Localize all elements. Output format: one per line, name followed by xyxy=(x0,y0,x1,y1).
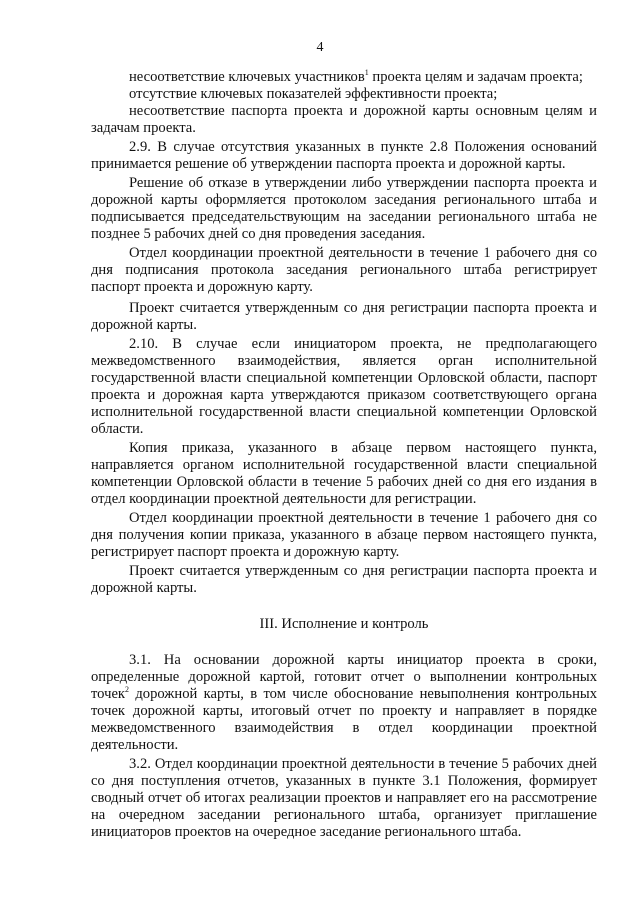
paragraph-registration: Отдел координации проектной деятельности в течение 1 рабочего дня со дня подписания протокола заседания регионального штаба регистрирует паспорт проекта и дорожную карту. xyxy=(91,245,597,295)
page-number: 4 xyxy=(316,40,324,55)
list-item-passport-mismatch: несоответствие паспорта проекта и дорожной карты основным целям и задачам проекта. xyxy=(91,103,597,136)
paragraph-2-10: 2.10. В случае если инициатором проекта, не предполагающего межведомственного взаимодействия, является орган исполнительной государственной власти специальной компетенции Орловской области, паспорт проекта и дорожная карта утверждаются приказом соответствующего органа исполнительной государственной власти специальной компетенции Орловской области. xyxy=(91,336,597,437)
paragraph-order-registration: Отдел координации проектной деятельности в течение 1 рабочего дня со дня получения копии приказа, указанного в абзаце первом настоящего пункта, регистрирует паспорт проекта и дорожную карту. xyxy=(91,510,597,560)
footnote-ref-2: 2 xyxy=(125,685,130,694)
list-item-key-participants: несоответствие ключевых участников$^1$ проекта целям и задачам проекта; xyxy=(129,68,583,85)
paragraph-approved: Проект считается утвержденным со дня регистрации паспорта проекта и дорожной карты. xyxy=(91,300,597,333)
paragraph-3-2: 3.2. Отдел координации проектной деятельности в течение 5 рабочих дней со дня поступления отчетов, указанных в пункте 3.1 Положения, формирует сводный отчет об итогах реализации проектов и направляет его на рассмотрение на очередном заседании регионального штаба, организует приглашение инициаторов проектов на очередное заседание регионального штаба. xyxy=(91,756,597,840)
document-body xyxy=(91,69,597,841)
paragraph-decision: Решение об отказе в утверждении либо утверждении паспорта проекта и дорожной карты оформляется протоколом заседания регионального штаба и подписывается председательствующим на заседании регионального штаба не позднее 5 рабочих дней со дня проведения заседания. xyxy=(91,175,597,242)
paragraph-2-9: 2.9. В случае отсутствия указанных в пункте 2.8 Положения оснований принимается решение об утверждении паспорта проекта и дорожной карты. xyxy=(91,139,597,172)
footnote-ref-1: 1 xyxy=(364,68,369,77)
list-item-kpi: отсутствие ключевых показателей эффективности проекта; xyxy=(129,86,498,102)
section-heading: III. Исполнение и контроль xyxy=(259,616,429,632)
paragraph-approved-2: Проект считается утвержденным со дня регистрации паспорта проекта и дорожной карты. xyxy=(91,563,597,596)
paragraph-order-copy: Копия приказа, указанного в абзаце первом настоящего пункта, направляется органом исполнительной государственной власти специальной компетенции Орловской области в течение 5 рабочих дней со дня его издания в отдел координации проектной деятельности для регистрации. xyxy=(91,440,597,507)
paragraph-3-1: 3.1. На основании дорожной карты инициатор проекта в сроки, определенные дорожной картой, готовит отчет о выполнении контрольных точек$^2$ дорожной карты, в том числе обоснование невыполнения контрольных точек дорожной карты, итоговый отчет по проекту и направляет в порядке межведомственного взаимодействия в отдел координации проектной деятельности. xyxy=(91,652,597,753)
